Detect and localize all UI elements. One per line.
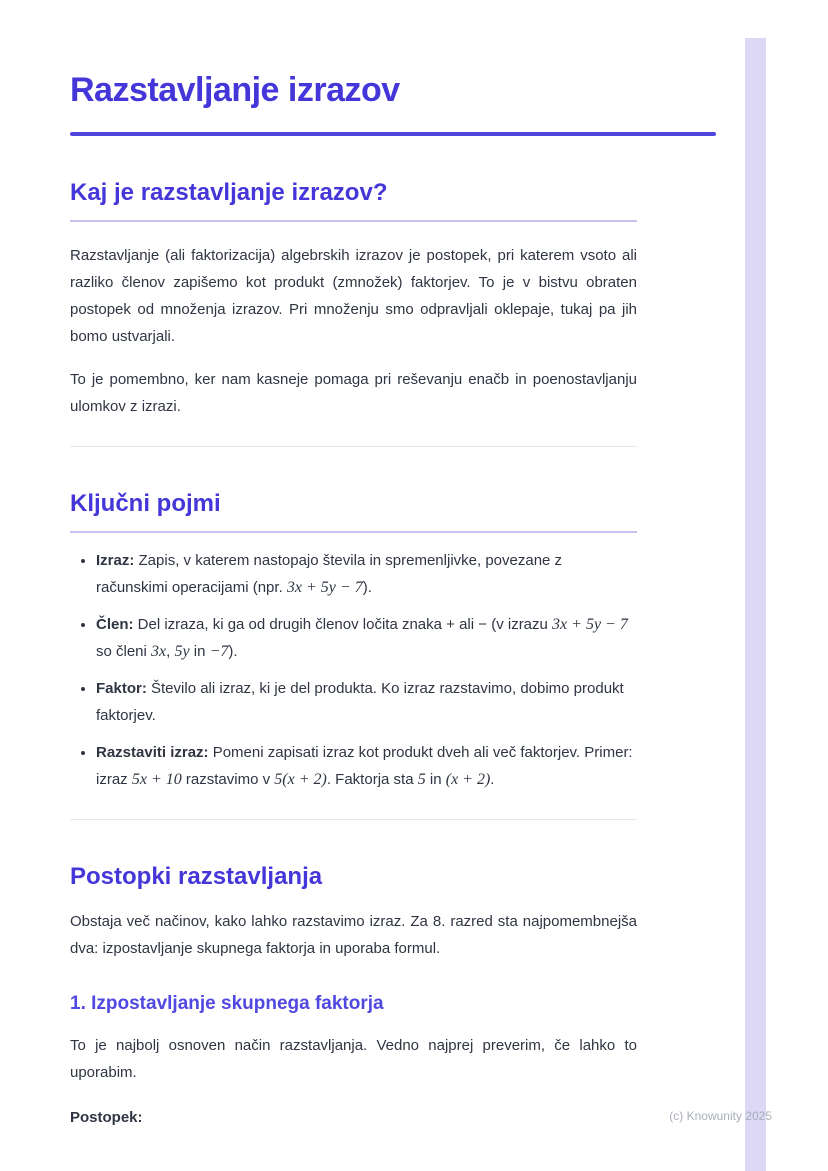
intro-paragraph-1: Razstavljanje (ali faktorizacija) algebrskih izrazov je postopek, pri katerem vsoto ali razliko členov zapišemo kot produkt (zmnožek) faktorjev. To je v bistvu obraten postopek od množenja izrazov. Pri množenju smo odpravljali oklepaje, tukaj pa jih bomo ustvarjali. — [70, 247, 637, 345]
text-segment: ). — [362, 579, 372, 596]
key-terms-list — [70, 547, 637, 793]
section-methods — [70, 862, 637, 1131]
section-heading-intro: Kaj je razstavljanje izrazov? — [70, 178, 637, 222]
subsection-heading-common-factor: 1. Izpostavljanje skupnega faktorja — [70, 993, 384, 1014]
section-key-terms — [70, 489, 637, 793]
section-intro — [70, 178, 637, 420]
inline-math: 3x + 5y − 7 — [286, 579, 363, 596]
list-item-izraz — [96, 547, 637, 601]
section-heading-methods: Postopki razstavljanja — [70, 863, 323, 890]
section-divider — [70, 819, 637, 820]
common-factor-paragraph: To je najbolj osnoven način razstavljanja. Vedno najprej preverim, če lahko to uporabim. — [70, 1037, 637, 1081]
text-segment: . Faktorja sta — [326, 771, 418, 788]
text-segment: razstavimo v — [181, 771, 275, 788]
text-segment: , — [166, 643, 175, 660]
text-segment: ). — [228, 643, 238, 660]
section-heading-key-terms: Ključni pojmi — [70, 489, 637, 533]
inline-math: 5x + 10 — [131, 771, 182, 788]
text-segment: . — [490, 771, 495, 788]
document-content — [70, 0, 637, 1131]
list-item-faktor — [96, 675, 637, 729]
text-segment: in — [189, 643, 210, 660]
intro-paragraph-2: To je pomembno, ker nam kasneje pomaga pri reševanju enačb in poenostavljanju ulomkov z izrazi. — [70, 371, 637, 415]
text-segment: Pomeni zapisati izraz kot produkt dveh ali več faktorjev. Primer: izraz — [96, 744, 633, 788]
term-label: Razstaviti izraz: — [96, 744, 209, 761]
list-item-clen — [96, 611, 637, 665]
list-item-razstaviti-izraz — [96, 739, 637, 793]
inline-math: −7 — [209, 643, 229, 660]
inline-math: 3x — [151, 643, 167, 660]
text-segment: so členi — [96, 643, 152, 660]
inline-math: 3x + 5y − 7 — [552, 616, 628, 633]
text-segment: Število ali izraz, ki je del produkta. Ko izraz razstavimo, dobimo produkt faktorjev. — [96, 680, 624, 724]
inline-math: 5y — [174, 643, 190, 660]
scrollbar-track[interactable] — [745, 38, 766, 1171]
text-segment: Zapis, v katerem nastopajo števila in spremenljivke, povezane z računskimi operacijami (npr. — [96, 552, 563, 596]
text-segment: in — [425, 771, 446, 788]
methods-paragraph: Obstaja več načinov, kako lahko razstavimo izraz. Za 8. razred sta najpomembnejša dva: izpostavljanje skupnega faktorja in uporaba formul. — [70, 913, 637, 957]
term-label: Člen: — [96, 616, 134, 633]
steps-label: Postopek: — [70, 1109, 143, 1126]
copyright-notice: (c) Knowunity 2025 — [669, 1109, 772, 1123]
page-title: Razstavljanje izrazov — [70, 71, 400, 109]
term-label: Izraz: — [96, 552, 135, 569]
term-label: Faktor: — [96, 680, 147, 697]
inline-math: 5(x + 2) — [274, 771, 327, 788]
inline-math: 5 — [417, 771, 426, 788]
title-divider — [70, 132, 716, 136]
section-divider — [70, 446, 637, 447]
inline-math: (x + 2) — [445, 771, 491, 788]
text-segment: Del izraza, ki ga od drugih členov ločita znaka + ali − (v izrazu — [133, 616, 553, 633]
